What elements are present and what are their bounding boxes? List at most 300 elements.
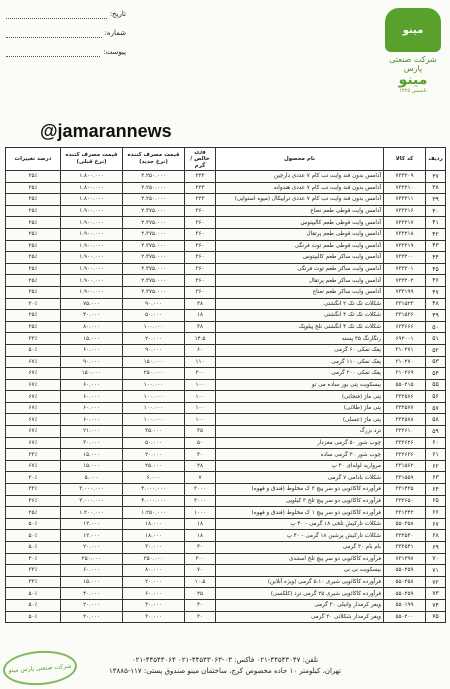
table-cell: ۴۵ bbox=[426, 263, 446, 275]
table-cell: ۷۳۳۲۰۹ bbox=[384, 171, 426, 183]
table-row bbox=[6, 356, 446, 368]
table-row bbox=[6, 588, 446, 600]
table-cell: ۵۰ bbox=[185, 437, 216, 449]
date-label: تاریخ: bbox=[109, 9, 126, 18]
table-row bbox=[6, 298, 446, 310]
company-name: شرکت صنعتی پارس bbox=[389, 55, 437, 73]
table-header-cell: ردیف bbox=[426, 148, 446, 171]
table-cell: ۳۰ bbox=[185, 599, 216, 611]
price-table-body bbox=[6, 171, 446, 623]
table-cell: ۴۰.۰۰۰ bbox=[61, 588, 123, 600]
table-cell: ۳۵۰.۰۰۰ bbox=[123, 553, 185, 565]
table-cell: ۱۰۰.۰۰۰ bbox=[123, 414, 185, 426]
table-row bbox=[6, 240, 446, 252]
table-cell: ۳۰.۰۰۰ bbox=[123, 599, 185, 611]
table-cell: ۶۰.۰۰۰ bbox=[61, 379, 123, 391]
table-row bbox=[6, 542, 446, 554]
table-cell: ۹۰.۰۰۰ bbox=[61, 356, 123, 368]
table-cell: شکلات تارکیش پرشین ۱۸ گرمی - ۴۰ پ bbox=[216, 530, 384, 542]
table-row bbox=[6, 576, 446, 588]
table-cell: آدامس بدون قند وایت تب کام ۷ عددی دارچین bbox=[216, 171, 384, 183]
table-cell: ۱۵.۰۰۰ bbox=[61, 333, 123, 345]
table-cell: ۳۳۱۵۶۲ bbox=[384, 460, 426, 472]
footer-address-line: تهران، کیلومتر ۱۰ جاده مخصوص کرج، ساختمان مینو صندوق پستی: ۱۱۷-۱۳۸۸۵ bbox=[109, 667, 341, 675]
table-cell: ۵۵ bbox=[426, 379, 446, 391]
minoo-logo-badge: مینو bbox=[385, 8, 441, 52]
table-cell: ۲۸ bbox=[185, 460, 216, 472]
table-header-cell: قیمت مصرف کننده (نرخ قبلی) bbox=[61, 148, 123, 171]
table-cell: ۴۹ bbox=[426, 310, 446, 322]
table-cell: ۱۸ bbox=[185, 518, 216, 530]
table-cell: ۲۵٪ bbox=[6, 240, 61, 252]
letter-header-fields bbox=[6, 4, 126, 61]
table-cell: ۲.۳۷۵.۰۰۰ bbox=[123, 275, 185, 287]
table-row bbox=[6, 530, 446, 542]
table-cell: ۶۷٪ bbox=[6, 391, 61, 403]
table-cell: ۲.۳۷۵.۰۰۰ bbox=[123, 205, 185, 217]
footer bbox=[75, 655, 375, 677]
table-cell: پفک نمکی ۲۰۰ گرمی bbox=[216, 368, 384, 380]
table-cell: ۳۶۰ bbox=[185, 205, 216, 217]
table-cell: ۵۵۰۲۱۵ bbox=[384, 379, 426, 391]
table-row bbox=[6, 252, 446, 264]
table-cell: ۲.۲۵۰.۰۰۰ bbox=[123, 182, 185, 194]
table-cell: ۳۳٪ bbox=[6, 333, 61, 345]
table-cell: ۷۲ bbox=[426, 576, 446, 588]
table-cell: ۳۱۰۲۷۱ bbox=[384, 344, 426, 356]
table-cell: ۳۶۰ bbox=[185, 217, 216, 229]
table-cell: ۳۳۲۶۳۶ bbox=[384, 449, 426, 461]
table-cell: ۷۳۳۲۱۱ bbox=[384, 194, 426, 206]
table-cell: ۳۳۲۶۲۶ bbox=[384, 437, 426, 449]
table-cell: ۵۱ bbox=[426, 333, 446, 345]
table-cell: ۱۰۰ bbox=[185, 379, 216, 391]
table-cell: ۲.۳۷۵.۰۰۰ bbox=[123, 240, 185, 252]
table-cell: فرآورده کاکائویی شیری ۲۵ گرمی ترد (کلکسی) bbox=[216, 588, 384, 600]
table-cell: ۳۱۰۲۷۰ bbox=[384, 356, 426, 368]
table-cell: ۲۰.۰۰۰ bbox=[123, 449, 185, 461]
table-cell: ۱۵.۰۰۰ bbox=[61, 449, 123, 461]
table-row bbox=[6, 286, 446, 298]
table-cell: ۶۷ bbox=[426, 518, 446, 530]
table-cell: ۶۷٪ bbox=[6, 414, 61, 426]
table-cell: ویفر کرمدار وانیلی ۳۰ گرمی bbox=[216, 599, 384, 611]
table-cell: ۳.۰۰۰.۰۰۰ bbox=[61, 495, 123, 507]
table-cell: ۲۵٪ bbox=[6, 194, 61, 206]
table-cell: ۱۵۰.۰۰۰ bbox=[61, 368, 123, 380]
table-cell: ۲۵٪ bbox=[6, 286, 61, 298]
table-cell: ۶۷٪ bbox=[6, 379, 61, 391]
table-row bbox=[6, 437, 446, 449]
table-cell: ۷۳۳۲۱۸ bbox=[384, 228, 426, 240]
table-cell: آدامس بدون قند وایت تب کام ۷ عددی تراپیکال (میوه استوایی) bbox=[216, 194, 384, 206]
table-row bbox=[6, 507, 446, 519]
table-cell: ۴۷ bbox=[426, 286, 446, 298]
table-cell: ۵۵۰۲۵۸ bbox=[384, 518, 426, 530]
table-cell: ۲.۳۷۵.۰۰۰ bbox=[123, 263, 185, 275]
table-cell: ۳۰.۰۰۰ bbox=[123, 611, 185, 623]
table-cell: ۶۰ bbox=[426, 437, 446, 449]
table-cell: ۵۰ bbox=[426, 321, 446, 333]
table-cell: ۶۰.۰۰۰ bbox=[61, 391, 123, 403]
table-cell: آدامس وایت ساکر طعم نعناع bbox=[216, 286, 384, 298]
table-cell: ۲۵٪ bbox=[6, 205, 61, 217]
table-cell: ۲۱.۰۰۰ bbox=[61, 426, 123, 438]
watermark-text: @jamarannews bbox=[40, 121, 172, 141]
table-cell: شکلات تک تک ۲ انگشتی bbox=[216, 298, 384, 310]
table-cell: ۲.۳۷۵.۰۰۰ bbox=[123, 252, 185, 264]
table-cell: آدامس وایت قوطی طعم توت فرنگی bbox=[216, 240, 384, 252]
table-cell: ۳۱۰۲۶۹ bbox=[384, 368, 426, 380]
table-cell: ۷۳۳۲۱۶ bbox=[384, 205, 426, 217]
table-cell: شکلات تک تک ۴ انگشتی تلخ پیلوپک bbox=[216, 321, 384, 333]
table-cell: ۱۰۰.۰۰۰ bbox=[123, 379, 185, 391]
company-stamp: شرکت صنعتی پارس مینو bbox=[2, 648, 78, 687]
table-cell: ۵۷ bbox=[426, 402, 446, 414]
table-cell: ۲.۳۷۵.۰۰۰ bbox=[123, 217, 185, 229]
table-cell: ۲۰۰ bbox=[185, 368, 216, 380]
table-header-cell: وزن خالص / گرم bbox=[185, 148, 216, 171]
table-cell: ۱۰.۵ bbox=[185, 576, 216, 588]
table-cell: ۷۵.۰۰۰ bbox=[61, 298, 123, 310]
table-cell: ۷ bbox=[185, 472, 216, 484]
table-cell: ۱.۸۰۰.۰۰۰ bbox=[61, 182, 123, 194]
table-cell: ۶۷٪ bbox=[6, 368, 61, 380]
table-cell: ۱.۸۰۰.۰۰۰ bbox=[61, 194, 123, 206]
table-cell: فرآورده کاکائویی دو سر پیچ تلخ استندی bbox=[216, 553, 384, 565]
table-row bbox=[6, 460, 446, 472]
table-cell: ۲۵٪ bbox=[6, 321, 61, 333]
table-cell: ۷۳۳۲۱۰ bbox=[384, 182, 426, 194]
table-cell: ۳۳٪ bbox=[6, 449, 61, 461]
table-cell: بیسکویت پتی بور ساده می تو bbox=[216, 379, 384, 391]
table-row bbox=[6, 553, 446, 565]
table-row bbox=[6, 333, 446, 345]
table-cell: پفک نمکی ۶۰ گرمی bbox=[216, 344, 384, 356]
table-cell: پفک نمکی ۱۱۰ گرمی bbox=[216, 356, 384, 368]
table-cell: ۷۰ bbox=[426, 553, 446, 565]
table-cell: ۶۰.۰۰۰ bbox=[61, 344, 123, 356]
table-cell: ۳۶۰ bbox=[185, 263, 216, 275]
table-cell: ۶۰.۰۰۰ bbox=[61, 402, 123, 414]
table-cell: ۶۴ bbox=[426, 484, 446, 496]
table-cell: ۳۹ bbox=[426, 194, 446, 206]
date-dotted-line bbox=[6, 9, 107, 19]
table-cell: ۶۷٪ bbox=[6, 426, 61, 438]
table-header-cell: نام محصول bbox=[216, 148, 384, 171]
table-cell: ۳۳۱۵۳۶ bbox=[384, 310, 426, 322]
table-cell: ۲۵٪ bbox=[6, 263, 61, 275]
table-cell: ۲۵۰.۰۰۰ bbox=[123, 368, 185, 380]
table-cell: ۲.۳۷۵.۰۰۰ bbox=[123, 228, 185, 240]
table-cell: ۲۵٪ bbox=[6, 171, 61, 183]
table-cell: ۵۵۰۱۹۹ bbox=[384, 599, 426, 611]
table-cell: ۵۰.۰۰۰ bbox=[123, 437, 185, 449]
table-cell: ۴۲ bbox=[426, 228, 446, 240]
table-cell: ۱.۹۰۰.۰۰۰ bbox=[61, 252, 123, 264]
table-cell: ۳۶۰ bbox=[185, 240, 216, 252]
table-cell: ۷۳۳۲۰۲ bbox=[384, 275, 426, 287]
table-cell: ۳.۰۰۰.۰۰۰ bbox=[61, 484, 123, 496]
table-cell: آدامس وایت ساکر طعم توت فرنگی bbox=[216, 263, 384, 275]
table-cell: ۳۷ bbox=[426, 171, 446, 183]
table-cell: ۱۵.۰۰۰ bbox=[61, 576, 123, 588]
table-cell: ۶۰ bbox=[185, 344, 216, 356]
table-cell: شکلات بادامی ۷ گرمی bbox=[216, 472, 384, 484]
table-cell: ۳۳۲۶۵۰ bbox=[384, 495, 426, 507]
table-cell: ۶۱ bbox=[426, 449, 446, 461]
table-cell: ۲۰.۰۰۰ bbox=[61, 599, 123, 611]
table-cell: ۱.۹۰۰.۰۰۰ bbox=[61, 286, 123, 298]
table-cell: ۷۱ bbox=[426, 565, 446, 577]
number-dotted-line bbox=[6, 28, 102, 38]
table-cell: ۵۸ bbox=[426, 414, 446, 426]
table-cell: ۵۰٪ bbox=[6, 530, 61, 542]
table-cell: ۱۱۰ bbox=[185, 356, 216, 368]
table-cell: ۳۳۱۴۳۵ bbox=[384, 484, 426, 496]
table-cell: ۳۰ bbox=[185, 542, 216, 554]
table-cell: ۳۳۱۵۲۳ bbox=[384, 298, 426, 310]
table-cell: ۷۳۳۱۹۹ bbox=[384, 286, 426, 298]
table-row bbox=[6, 599, 446, 611]
table-cell: فرآورده کاکائویی شیری ۵.۱۰ گرمی (ویژه آنلاین) bbox=[216, 576, 384, 588]
table-cell: ۳۳۲۵۴۰ bbox=[384, 530, 426, 542]
table-cell: ۷۳۳۲۰۱ bbox=[384, 263, 426, 275]
table-cell: ۱۲.۰۰۰ bbox=[61, 518, 123, 530]
table-cell: ۵۶ bbox=[426, 391, 446, 403]
table-cell: ۵۰.۰۰۰ bbox=[123, 310, 185, 322]
table-cell: ۳۳٪ bbox=[6, 565, 61, 577]
table-cell: بام بام ۳۰ گرمی bbox=[216, 542, 384, 554]
table-cell: ۲۰.۰۰۰ bbox=[123, 576, 185, 588]
number-field-row bbox=[6, 23, 126, 42]
table-cell: ۶۹ bbox=[426, 542, 446, 554]
table-cell: ۴۰.۰۰۰ bbox=[61, 310, 123, 322]
table-cell: ۶۰.۰۰۰ bbox=[123, 588, 185, 600]
table-cell: ۵۵۰۲۵۸ bbox=[384, 576, 426, 588]
table-cell: ۳۳۲۵۷۸ bbox=[384, 414, 426, 426]
table-cell: ۵۰٪ bbox=[6, 588, 61, 600]
table-cell: ۱۲.۰۰۰ bbox=[61, 530, 123, 542]
price-table-header bbox=[6, 148, 446, 171]
table-cell: ۲۵٪ bbox=[6, 228, 61, 240]
table-cell: ۲.۲۵۰.۰۰۰ bbox=[123, 194, 185, 206]
table-cell: فرآورده کاکائویی دو سر پیچ تلخ ۳ کیلویی bbox=[216, 495, 384, 507]
table-row bbox=[6, 182, 446, 194]
table-cell: ۵۰٪ bbox=[6, 518, 61, 530]
table-row bbox=[6, 565, 446, 577]
table-cell: ۱۰۰۰ bbox=[185, 507, 216, 519]
table-cell: ۴۱ bbox=[426, 217, 446, 229]
table-row bbox=[6, 310, 446, 322]
table-cell: ۷۰ bbox=[185, 565, 216, 577]
table-cell: ۱۰۰ bbox=[185, 402, 216, 414]
table-cell: ۳۰.۰۰۰ bbox=[123, 542, 185, 554]
table-cell: ۲۵.۰۰۰ bbox=[123, 460, 185, 472]
table-cell: ۴۳ bbox=[426, 240, 446, 252]
table-cell: ۶۳۳۶۶۶ bbox=[384, 321, 426, 333]
table-row bbox=[6, 449, 446, 461]
table-cell: ۱۸.۰۰۰ bbox=[123, 518, 185, 530]
table-cell: ۵۵۰۲۵۹ bbox=[384, 565, 426, 577]
table-cell: ۷۳۱۳۹۷ bbox=[384, 553, 426, 565]
table-cell: ۶۵ bbox=[426, 495, 446, 507]
table-header-cell: کد کالا bbox=[384, 148, 426, 171]
table-cell: ۶۷٪ bbox=[6, 356, 61, 368]
table-cell: ۲۵٪ bbox=[6, 182, 61, 194]
table-cell: ۲۲۳ bbox=[185, 171, 216, 183]
table-row bbox=[6, 611, 446, 623]
attachment-label: پیوست: bbox=[103, 47, 126, 56]
table-cell: ۴۰٪ bbox=[6, 553, 61, 565]
table-cell: ۷۳۳۲۱۷ bbox=[384, 217, 426, 229]
table-cell: ۵۲ bbox=[426, 344, 446, 356]
table-cell: ۷۴ bbox=[426, 599, 446, 611]
table-cell: ۶۰.۰۰۰ bbox=[61, 565, 123, 577]
table-cell: ۱۰۰ bbox=[185, 391, 216, 403]
table-row bbox=[6, 344, 446, 356]
date-field-row bbox=[6, 4, 126, 23]
table-cell: ۱.۹۰۰.۰۰۰ bbox=[61, 217, 123, 229]
table-cell: ۳۳٪ bbox=[6, 576, 61, 588]
table-cell: ۴۶ bbox=[426, 275, 446, 287]
table-cell: ۳۶۰ bbox=[185, 228, 216, 240]
table-cell: شکلات تک تک ۴ انگشتی bbox=[216, 310, 384, 322]
table-row bbox=[6, 275, 446, 287]
table-cell: ۳۰۰۰ bbox=[185, 484, 216, 496]
table-cell: ۷۳ bbox=[426, 588, 446, 600]
table-cell: ۱.۲۰۰.۰۰۰ bbox=[61, 507, 123, 519]
table-row bbox=[6, 205, 446, 217]
table-cell: ۳۳٪ bbox=[6, 484, 61, 496]
table-cell: ۵۰٪ bbox=[6, 542, 61, 554]
table-cell: آدامس وایت ساکر طعم کالیپتوس bbox=[216, 252, 384, 264]
table-cell: ۲۵٪ bbox=[6, 275, 61, 287]
table-cell: رنگارنگ ۳۵ پسته bbox=[216, 333, 384, 345]
table-cell: ۹۰.۰۰۰ bbox=[123, 344, 185, 356]
table-cell: شکلات تارکیش تلخی ۱۸ گرمی - ۴۰ پ bbox=[216, 518, 384, 530]
table-cell: ۸۰.۰۰۰ bbox=[61, 321, 123, 333]
table-cell: ۱۵.۰۰۰ bbox=[61, 460, 123, 472]
table-cell: ۲۵٪ bbox=[6, 507, 61, 519]
company-logo bbox=[382, 8, 444, 94]
table-cell: ۳۳۱۳۴۳ bbox=[384, 507, 426, 519]
table-cell: ۱۰۰.۰۰۰ bbox=[123, 402, 185, 414]
table-cell: ۳۶۰ bbox=[185, 252, 216, 264]
table-row bbox=[6, 368, 446, 380]
table-cell: ۶۷٪ bbox=[6, 437, 61, 449]
table-cell: ۴۰ bbox=[426, 205, 446, 217]
table-row bbox=[6, 228, 446, 240]
table-cell: ۵۰٪ bbox=[6, 611, 61, 623]
table-cell: ۱.۹۰۰.۰۰۰ bbox=[61, 228, 123, 240]
table-cell: فرآورده کاکائویی دو سر پیچ ۳ ک مخلوط (فندق و قهوه) bbox=[216, 484, 384, 496]
table-cell: ۱.۸۰۰.۰۰۰ bbox=[61, 171, 123, 183]
table-cell: آدامس وایت قوطی طعم نعناع bbox=[216, 205, 384, 217]
price-table bbox=[5, 147, 446, 623]
table-row bbox=[6, 379, 446, 391]
table-cell: ترد بزرگ bbox=[216, 426, 384, 438]
table-cell: ۳۶۰ bbox=[185, 275, 216, 287]
table-cell: ۶۶ bbox=[426, 507, 446, 519]
footer-phone-line: تلفن: ۴۴۵۴۳۰۴۷-۰۲۱ فاکس: ۰۳-۴۴۵۴۳۰۶۳-۰۲۱ ۴۴۵۴۳۰۶۴-۰۲۱ bbox=[131, 656, 319, 664]
table-cell: ۲۲۳ bbox=[185, 194, 216, 206]
table-cell: ۶۸ bbox=[426, 530, 446, 542]
table-row bbox=[6, 472, 446, 484]
table-cell: ۲۵ bbox=[185, 588, 216, 600]
table-header-cell: درصد تغییرات bbox=[6, 148, 61, 171]
table-cell: ۶۰.۰۰۰ bbox=[61, 414, 123, 426]
table-cell: ۱۸ bbox=[185, 530, 216, 542]
table-cell: ۳۰۰ bbox=[185, 553, 216, 565]
table-cell: ۲۵٪ bbox=[6, 252, 61, 264]
table-cell: آدامس بدون قند وایت تب کام ۷ عددی هندوانه bbox=[216, 182, 384, 194]
table-cell: بیسکویت نی نی bbox=[216, 565, 384, 577]
table-row bbox=[6, 518, 446, 530]
table-cell: ۳۳۱۵۵۹ bbox=[384, 472, 426, 484]
table-cell: پتی ماژ (فنجانی) bbox=[216, 391, 384, 403]
table-cell: ۲۰٪ bbox=[6, 298, 61, 310]
table-cell: ۳۳۲۵۷۶ bbox=[384, 391, 426, 403]
table-cell: ۵۹ bbox=[426, 426, 446, 438]
table-cell: ۲۲۳ bbox=[185, 182, 216, 194]
table-cell: ۴۴ bbox=[426, 252, 446, 264]
table-row bbox=[6, 484, 446, 496]
table-row bbox=[6, 194, 446, 206]
table-cell: ۲۰.۰۰۰ bbox=[61, 542, 123, 554]
table-cell: ۵۵۰۲۰۰ bbox=[384, 611, 426, 623]
table-row bbox=[6, 426, 446, 438]
table-cell: ۲۵٪ bbox=[6, 310, 61, 322]
table-cell: ۴.۰۰۰.۰۰۰ bbox=[123, 495, 185, 507]
table-cell: ۸۰.۰۰۰ bbox=[123, 565, 185, 577]
table-cell: فرآورده کاکائویی دو سر پیچ ۱ ک مخلوط (فندق و قهوه) bbox=[216, 507, 384, 519]
table-cell: ۱.۹۰۰.۰۰۰ bbox=[61, 263, 123, 275]
table-cell: ۲۰.۰۰۰ bbox=[61, 611, 123, 623]
table-cell: ۳۸ bbox=[185, 321, 216, 333]
table-row bbox=[6, 414, 446, 426]
table-cell: ۳۸ bbox=[426, 182, 446, 194]
table-cell: ۲۰٪ bbox=[6, 472, 61, 484]
table-cell: ۲۵۰.۰۰۰ bbox=[61, 553, 123, 565]
table-cell: ۶۹۲۰۰۱ bbox=[384, 333, 426, 345]
table-cell: چوب شور ۵۰ گرمی مغزدار bbox=[216, 437, 384, 449]
table-cell: ۳۳۲۵۷۷ bbox=[384, 402, 426, 414]
table-cell: ۳۰ bbox=[185, 611, 216, 623]
table-cell: ۲۰.۰۰۰ bbox=[123, 333, 185, 345]
table-cell: ۳۰۰۰ bbox=[185, 495, 216, 507]
table-header-cell: قیمت مصرف کننده (نرخ جدید) bbox=[123, 148, 185, 171]
table-cell: ویفر کرمدار شکلاتی ۳۰ گرمی bbox=[216, 611, 384, 623]
table-cell: ۶۳ bbox=[426, 472, 446, 484]
established-text: تاسیس ۱۳۲۵ bbox=[399, 88, 427, 94]
table-cell: ۳۳۲۵۴۱ bbox=[384, 542, 426, 554]
table-cell: ۴۸ bbox=[426, 298, 446, 310]
table-cell: ۶۲ bbox=[426, 460, 446, 472]
table-cell: پتی ماژ (عسلی) bbox=[216, 414, 384, 426]
table-cell: ۳۰ bbox=[185, 449, 216, 461]
table-row bbox=[6, 263, 446, 275]
table-row bbox=[6, 402, 446, 414]
table-cell: ۶.۰۰۰ bbox=[123, 472, 185, 484]
table-cell: ۱۵۰.۰۰۰ bbox=[123, 356, 185, 368]
table-cell: آدامس وایت قوطی طعم کالیپتوس bbox=[216, 217, 384, 229]
table-cell: ۵۰٪ bbox=[6, 344, 61, 356]
table-cell: ۱۰۰.۰۰۰ bbox=[123, 321, 185, 333]
table-cell: ۵۵۰۲۵۹ bbox=[384, 588, 426, 600]
table-cell: ۱۸ bbox=[185, 310, 216, 322]
table-cell: ۷۳۳۲۰۰ bbox=[384, 252, 426, 264]
